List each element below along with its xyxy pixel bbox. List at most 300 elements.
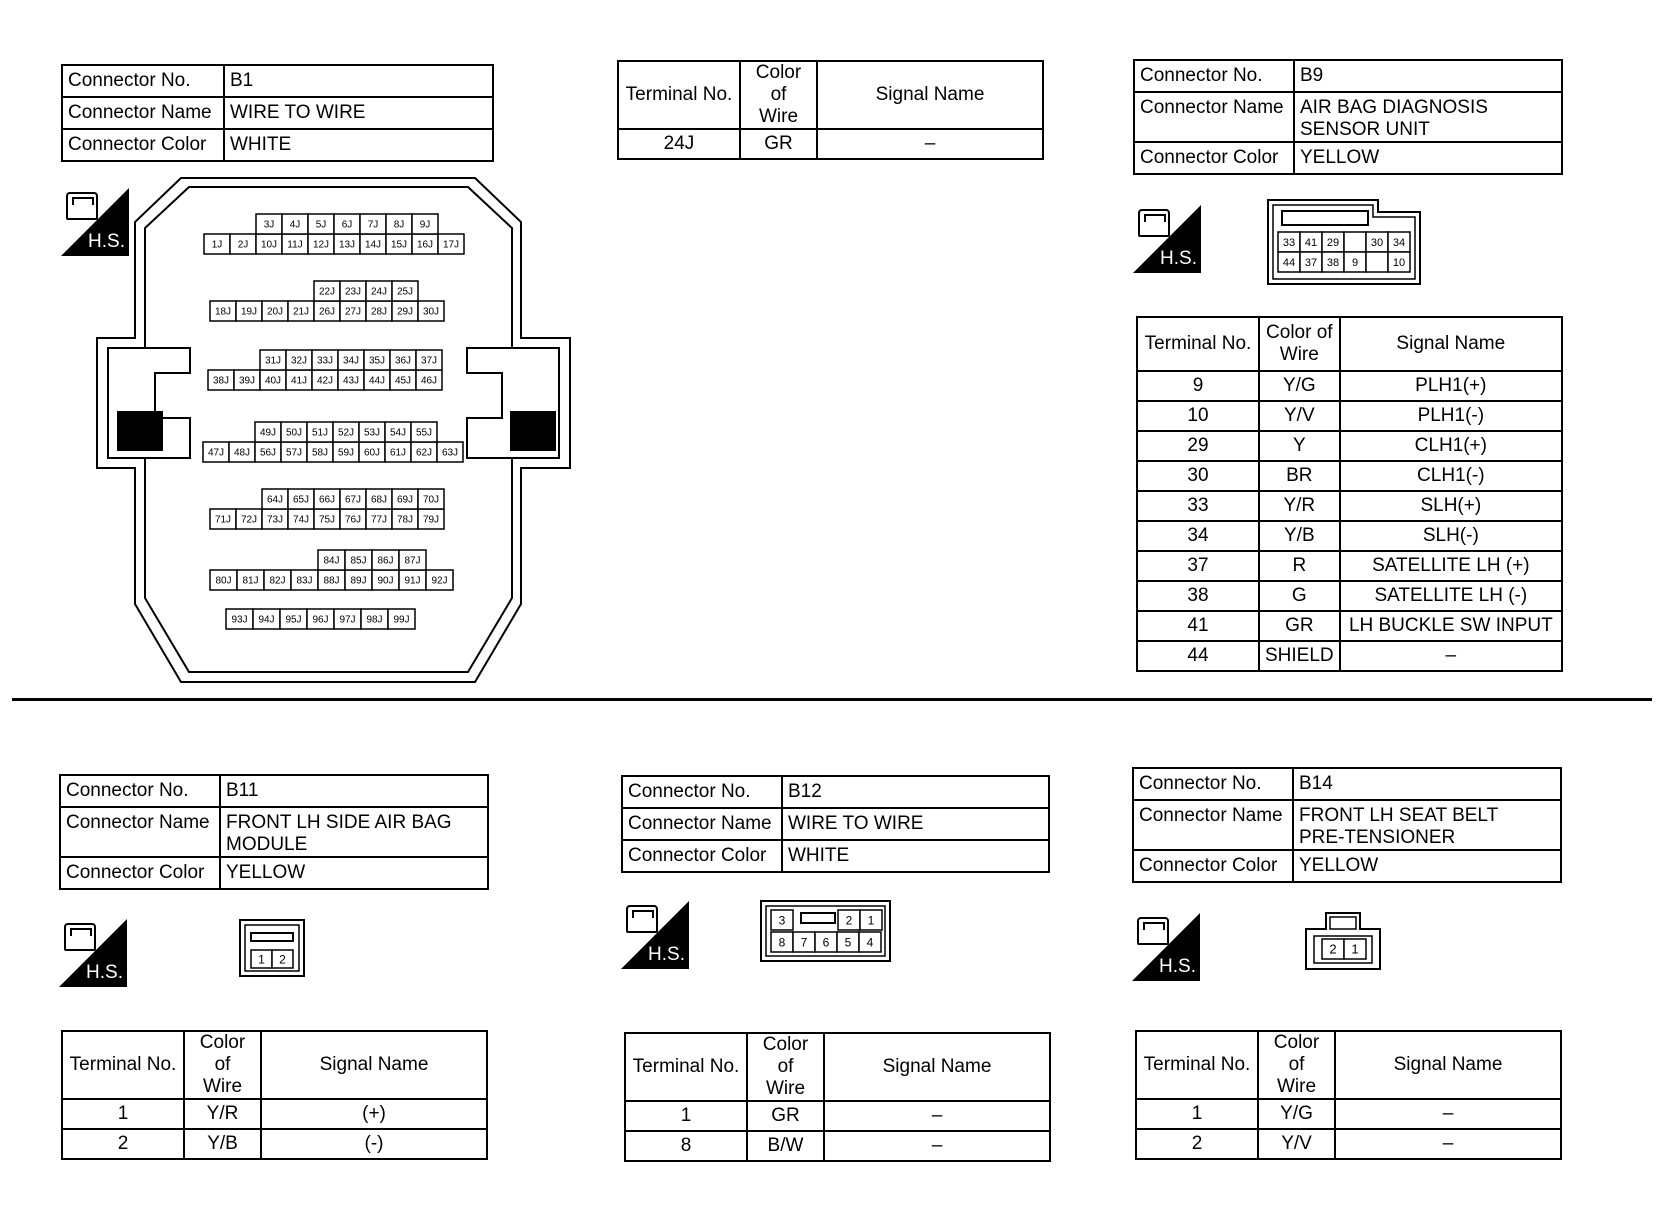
terminal-pin: [208, 370, 234, 390]
pin-label: 79J: [422, 514, 440, 526]
terminal-cell: 8: [625, 1131, 747, 1161]
signal-name-cell: SATELLITE LH (+): [1340, 551, 1562, 581]
table-row: [62, 1099, 487, 1129]
pin-label: 20J: [266, 306, 284, 318]
wire-color-cell: R: [1259, 551, 1340, 581]
pin-label: 89J: [350, 575, 367, 587]
pin-label: 22J: [318, 286, 336, 298]
terminal-pin: [253, 609, 280, 629]
terminal-pin: [340, 301, 366, 321]
pin-label: 2: [845, 913, 853, 928]
pin-label: 84J: [323, 555, 340, 567]
b14-latch: [1330, 917, 1356, 929]
table-row: [618, 129, 1043, 159]
terminal-pin: [260, 370, 286, 390]
signal-name-cell: –: [1335, 1099, 1561, 1129]
wire-color-cell: Y/V: [1259, 401, 1340, 431]
signal-name-cell: –: [824, 1131, 1050, 1161]
terminal-pin: [236, 509, 262, 529]
pin-label: 67J: [344, 494, 362, 506]
terminal-pin: [438, 234, 464, 254]
terminal-pin: [359, 422, 385, 442]
b1-connector-info: [61, 64, 494, 162]
terminal-pin: [392, 281, 418, 301]
table-row: [1137, 611, 1562, 641]
pin-label: 28J: [370, 306, 388, 318]
hand-icon: [64, 923, 96, 951]
terminal-pin: [256, 214, 282, 234]
terminal-pin: [1344, 939, 1366, 959]
terminal-pin: [210, 301, 236, 321]
table-row: [1137, 401, 1562, 431]
pin-label: 56J: [259, 447, 277, 459]
terminal-no-header: Terminal No.: [62, 1031, 184, 1099]
pin-label: 70J: [422, 494, 440, 506]
terminal-pin: [1322, 252, 1344, 272]
b14-connector-info: [1132, 767, 1562, 883]
pin-label: 64J: [266, 494, 284, 506]
terminal-cell: 34: [1137, 521, 1259, 551]
terminal-pin: [256, 234, 282, 254]
terminal-pin: [426, 570, 453, 590]
terminal-cell: 9: [1137, 371, 1259, 401]
pin-label: 75J: [318, 514, 336, 526]
pin-label: 25J: [396, 286, 414, 298]
connector-no-label: Connector No.: [1134, 60, 1294, 92]
signal-name-cell: –: [1340, 641, 1562, 671]
pin-label: 61J: [389, 447, 407, 459]
pin-label: 2: [279, 952, 286, 967]
connector-no-label: Connector No.: [622, 776, 782, 808]
terminal-pin: [1300, 252, 1322, 272]
pin-label: 12J: [312, 239, 330, 251]
terminal-pin: [1388, 232, 1410, 252]
wire-color-cell: Y/B: [1259, 521, 1340, 551]
hs-label: H.S.: [88, 231, 125, 252]
pin-label: 15J: [390, 239, 408, 251]
table-row: [625, 1131, 1050, 1161]
terminal-pin: [1344, 232, 1366, 252]
terminal-cell: 30: [1137, 461, 1259, 491]
terminal-pin: [288, 301, 314, 321]
terminal-pin: [412, 214, 438, 234]
terminal-cell: 24J: [618, 129, 740, 159]
pin-label: 49J: [259, 427, 277, 439]
terminal-cell: 33: [1137, 491, 1259, 521]
pin-label: 33J: [316, 355, 334, 367]
terminal-pin: [318, 570, 345, 590]
terminal-pin: [237, 570, 264, 590]
connector-name-value: AIR BAG DIAGNOSIS SENSOR UNIT: [1294, 92, 1562, 142]
b9-terminal-table: [1136, 316, 1563, 672]
terminal-no-header: Terminal No.: [1136, 1031, 1258, 1099]
pin-label: 86J: [377, 555, 394, 567]
pin-label: 87J: [404, 555, 421, 567]
pin-label: 85J: [350, 555, 367, 567]
table-row: [1137, 551, 1562, 581]
pin-label: 9J: [419, 219, 431, 231]
pin-label: 9: [1351, 256, 1359, 269]
wire-color-cell: GR: [747, 1101, 824, 1131]
pin-label: 99J: [393, 614, 410, 626]
table-row: [1137, 521, 1562, 551]
connector-color-value: YELLOW: [220, 857, 488, 889]
connector-name-label: Connector Name: [1134, 92, 1294, 142]
wire-color-header: Color of Wire: [184, 1031, 261, 1099]
terminal-pin: [411, 442, 437, 462]
pin-label: 57J: [285, 447, 303, 459]
pin-label: 30: [1370, 236, 1384, 249]
terminal-pin: [392, 509, 418, 529]
pin-label: 88J: [323, 575, 340, 587]
terminal-pin: [280, 609, 307, 629]
terminal-pin: [312, 350, 338, 370]
terminal-pin: [1278, 252, 1300, 272]
terminal-pin: [345, 570, 372, 590]
hand-icon: [66, 192, 98, 220]
terminal-pin: [291, 570, 318, 590]
terminal-pin: [1366, 252, 1388, 272]
harness-side-icon: [1132, 913, 1200, 981]
wire-color-cell: Y: [1259, 431, 1340, 461]
wire-color-cell: Y/B: [184, 1129, 261, 1159]
hs-label: H.S.: [1159, 956, 1196, 977]
b9-latch: [1282, 211, 1368, 225]
terminal-pin: [838, 910, 860, 930]
terminal-pin: [338, 350, 364, 370]
b11-connector-info: [59, 774, 489, 890]
connector-no-label: Connector No.: [60, 775, 220, 807]
signal-name-cell: –: [1335, 1129, 1561, 1159]
pin-label: 16J: [416, 239, 434, 251]
pin-label: 27J: [344, 306, 362, 318]
pin-label: 7: [800, 935, 808, 950]
terminal-pin: [260, 350, 286, 370]
pin-label: 10J: [260, 239, 278, 251]
pin-label: 97J: [339, 614, 356, 626]
terminal-pin: [262, 301, 288, 321]
hand-icon: [1138, 209, 1170, 237]
terminal-pin: [340, 509, 366, 529]
pin-label: 29J: [396, 306, 414, 318]
wire-color-header: Color of Wire: [740, 61, 817, 129]
terminal-pin: [392, 301, 418, 321]
table-row: [1136, 1129, 1561, 1159]
table-row: [1137, 371, 1562, 401]
pin-label: 45J: [394, 375, 412, 387]
connector-name-label: Connector Name: [622, 808, 782, 840]
signal-name-header: Signal Name: [817, 61, 1043, 129]
connector-no-label: Connector No.: [1133, 768, 1293, 800]
table-row: [1137, 581, 1562, 611]
signal-name-header: Signal Name: [261, 1031, 487, 1099]
wire-color-header: Color of Wire: [1259, 317, 1340, 371]
pin-label: 21J: [292, 306, 310, 318]
pin-label: 4J: [289, 219, 301, 231]
b14-terminal-table: [1135, 1030, 1562, 1160]
terminal-pin: [262, 489, 288, 509]
terminal-pin: [281, 442, 307, 462]
b11-connector-face: [240, 920, 310, 980]
b12-connector-info: [621, 775, 1050, 873]
connector-no-value: B12: [782, 776, 1049, 808]
table-row: [1137, 461, 1562, 491]
pin-label: 47J: [207, 447, 225, 459]
terminal-pin: [1366, 232, 1388, 252]
terminal-pin: [340, 281, 366, 301]
terminal-pin: [345, 550, 372, 570]
terminal-pin: [364, 350, 390, 370]
pin-label: 65J: [292, 494, 310, 506]
pin-label: 78J: [396, 514, 414, 526]
terminal-pin: [204, 234, 230, 254]
terminal-pin: [333, 422, 359, 442]
pin-label: 52J: [337, 427, 355, 439]
terminal-cell: 1: [1136, 1099, 1258, 1129]
terminal-pin: [286, 350, 312, 370]
terminal-pin: [366, 281, 392, 301]
terminal-pin: [388, 609, 415, 629]
terminal-pin: [360, 234, 386, 254]
hs-label: H.S.: [648, 944, 685, 965]
terminal-pin: [282, 234, 308, 254]
pin-label: 44: [1282, 256, 1296, 269]
wire-color-header: Color of Wire: [747, 1033, 824, 1101]
terminal-pin: [412, 234, 438, 254]
table-row: [1137, 491, 1562, 521]
connector-name-label: Connector Name: [62, 97, 224, 129]
harness-side-icon: [621, 901, 689, 969]
terminal-pin: [307, 422, 333, 442]
terminal-pin: [771, 910, 793, 930]
table-row: [62, 1129, 487, 1159]
terminal-pin: [262, 509, 288, 529]
terminal-cell: 38: [1137, 581, 1259, 611]
wire-color-cell: BR: [1259, 461, 1340, 491]
signal-name-cell: CLH1(+): [1340, 431, 1562, 461]
terminal-pin: [416, 370, 442, 390]
pin-label: 17J: [442, 239, 460, 251]
pin-label: 95J: [285, 614, 302, 626]
b9-connector-info: [1133, 59, 1563, 175]
pin-label: 62J: [415, 447, 433, 459]
wire-color-cell: Y/R: [184, 1099, 261, 1129]
signal-name-cell: CLH1(-): [1340, 461, 1562, 491]
pin-label: 83J: [296, 575, 313, 587]
wire-color-cell: B/W: [747, 1131, 824, 1161]
pin-label: 19J: [240, 306, 258, 318]
terminal-pin: [364, 370, 390, 390]
wire-color-header: Color of Wire: [1258, 1031, 1335, 1099]
pin-label: 66J: [318, 494, 336, 506]
hs-label: H.S.: [86, 962, 123, 983]
wire-color-cell: GR: [740, 129, 817, 159]
pin-label: 6J: [341, 219, 353, 231]
pin-label: 5: [844, 935, 852, 950]
terminal-pin: [437, 442, 463, 462]
wire-color-cell: Y/G: [1258, 1099, 1335, 1129]
terminal-pin: [366, 489, 392, 509]
pin-label: 38J: [212, 375, 230, 387]
terminal-pin: [793, 932, 815, 952]
b11-latch: [251, 933, 293, 941]
terminal-pin: [418, 509, 444, 529]
terminal-pin: [272, 950, 293, 968]
terminal-cell: 2: [1136, 1129, 1258, 1159]
terminal-pin: [334, 214, 360, 234]
terminal-pin: [418, 489, 444, 509]
pin-label: 36J: [394, 355, 412, 367]
terminal-pin: [230, 234, 256, 254]
b9-connector-face: [1268, 200, 1428, 286]
terminal-pin: [390, 370, 416, 390]
terminal-pin: [308, 214, 334, 234]
connector-name-value: WIRE TO WIRE: [224, 97, 493, 129]
terminal-pin: [390, 350, 416, 370]
b12-latch: [801, 913, 835, 923]
terminal-pin: [255, 442, 281, 462]
terminal-no-header: Terminal No.: [625, 1033, 747, 1101]
pin-label: 3J: [263, 219, 275, 231]
pin-label: 71J: [214, 514, 232, 526]
b1-lock-left: [117, 411, 163, 451]
hand-icon: [626, 905, 658, 933]
terminal-pin: [399, 570, 426, 590]
pin-label: 4: [866, 935, 874, 950]
terminal-pin: [392, 489, 418, 509]
signal-name-cell: SLH(+): [1340, 491, 1562, 521]
terminal-pin: [360, 214, 386, 234]
pin-label: 51J: [311, 427, 329, 439]
terminal-pin: [416, 350, 442, 370]
terminal-pin: [837, 932, 859, 952]
terminal-pin: [860, 910, 882, 930]
pin-label: 98J: [366, 614, 383, 626]
terminal-pin: [333, 442, 359, 462]
terminal-pin: [771, 932, 793, 952]
terminal-pin: [251, 950, 272, 968]
pin-label: 34J: [342, 355, 360, 367]
terminal-cell: 44: [1137, 641, 1259, 671]
terminal-cell: 1: [62, 1099, 184, 1129]
terminal-pin: [340, 489, 366, 509]
harness-side-icon: [1133, 205, 1201, 273]
terminal-pin: [210, 509, 236, 529]
wire-color-cell: G: [1259, 581, 1340, 611]
terminal-no-header: Terminal No.: [1137, 317, 1259, 371]
connector-name-value: WIRE TO WIRE: [782, 808, 1049, 840]
terminal-pin: [282, 214, 308, 234]
b14-connector-face: [1306, 913, 1386, 973]
terminal-pin: [210, 570, 237, 590]
terminal-pin: [411, 422, 437, 442]
pin-label: 2: [1329, 941, 1337, 957]
connector-name-label: Connector Name: [60, 807, 220, 857]
pin-label: 81J: [242, 575, 259, 587]
connector-color-value: WHITE: [224, 129, 493, 161]
pin-label: 58J: [311, 447, 329, 459]
terminal-cell: 2: [62, 1129, 184, 1159]
terminal-pin: [1322, 939, 1344, 959]
pin-label: 43J: [342, 375, 360, 387]
connector-color-label: Connector Color: [1134, 142, 1294, 174]
terminal-pin: [308, 234, 334, 254]
hs-label: H.S.: [1160, 248, 1197, 269]
terminal-pin: [1344, 252, 1366, 272]
connector-color-label: Connector Color: [622, 840, 782, 872]
connector-color-label: Connector Color: [1133, 850, 1293, 882]
terminal-pin: [314, 301, 340, 321]
connector-color-label: Connector Color: [60, 857, 220, 889]
connector-no-label: Connector No.: [62, 65, 224, 97]
terminal-no-header: Terminal No.: [618, 61, 740, 129]
terminal-pin: [338, 370, 364, 390]
pin-label: 34: [1392, 236, 1406, 249]
terminal-pin: [236, 301, 262, 321]
terminal-pin: [366, 301, 392, 321]
pin-label: 6: [822, 935, 830, 950]
terminal-cell: 29: [1137, 431, 1259, 461]
pin-label: 91J: [404, 575, 421, 587]
terminal-pin: [386, 214, 412, 234]
terminal-pin: [334, 234, 360, 254]
terminal-cell: 1: [625, 1101, 747, 1131]
table-row: [1137, 641, 1562, 671]
terminal-cell: 41: [1137, 611, 1259, 641]
pin-label: 8J: [393, 219, 405, 231]
pin-label: 1: [1351, 941, 1359, 957]
terminal-pin: [361, 609, 388, 629]
terminal-pin: [226, 609, 253, 629]
terminal-pin: [307, 442, 333, 462]
pin-label: 24J: [370, 286, 388, 298]
pin-label: 55J: [415, 427, 433, 439]
terminal-pin: [1322, 232, 1344, 252]
b1-terminal-table: [617, 60, 1044, 160]
pin-label: 1J: [211, 239, 223, 251]
wire-color-cell: SHIELD: [1259, 641, 1340, 671]
pin-label: 90J: [377, 575, 394, 587]
signal-name-cell: PLH1(-): [1340, 401, 1562, 431]
signal-name-cell: SLH(-): [1340, 521, 1562, 551]
terminal-pin: [385, 422, 411, 442]
pin-label: 92J: [431, 575, 448, 587]
terminal-pin: [318, 550, 345, 570]
pin-label: 53J: [363, 427, 381, 439]
pin-label: 3: [778, 913, 786, 928]
pin-label: 94J: [258, 614, 275, 626]
connector-name-value: FRONT LH SIDE AIR BAG MODULE: [220, 807, 488, 857]
pin-label: 18J: [214, 306, 232, 318]
pin-label: 1: [258, 952, 265, 967]
pin-label: 41: [1304, 236, 1318, 249]
signal-name-cell: –: [817, 129, 1043, 159]
terminal-pin: [203, 442, 229, 462]
wire-color-cell: Y/R: [1259, 491, 1340, 521]
pin-label: 46J: [420, 375, 438, 387]
terminal-pin: [281, 422, 307, 442]
table-row: [1137, 431, 1562, 461]
signal-name-cell: SATELLITE LH (-): [1340, 581, 1562, 611]
terminal-cell: 10: [1137, 401, 1259, 431]
pin-label: 8: [778, 935, 786, 950]
terminal-pin: [314, 489, 340, 509]
pin-label: 50J: [285, 427, 303, 439]
terminal-pin: [264, 570, 291, 590]
pin-label: 73J: [266, 514, 284, 526]
pin-label: 72J: [240, 514, 258, 526]
pin-label: 33: [1282, 236, 1296, 249]
